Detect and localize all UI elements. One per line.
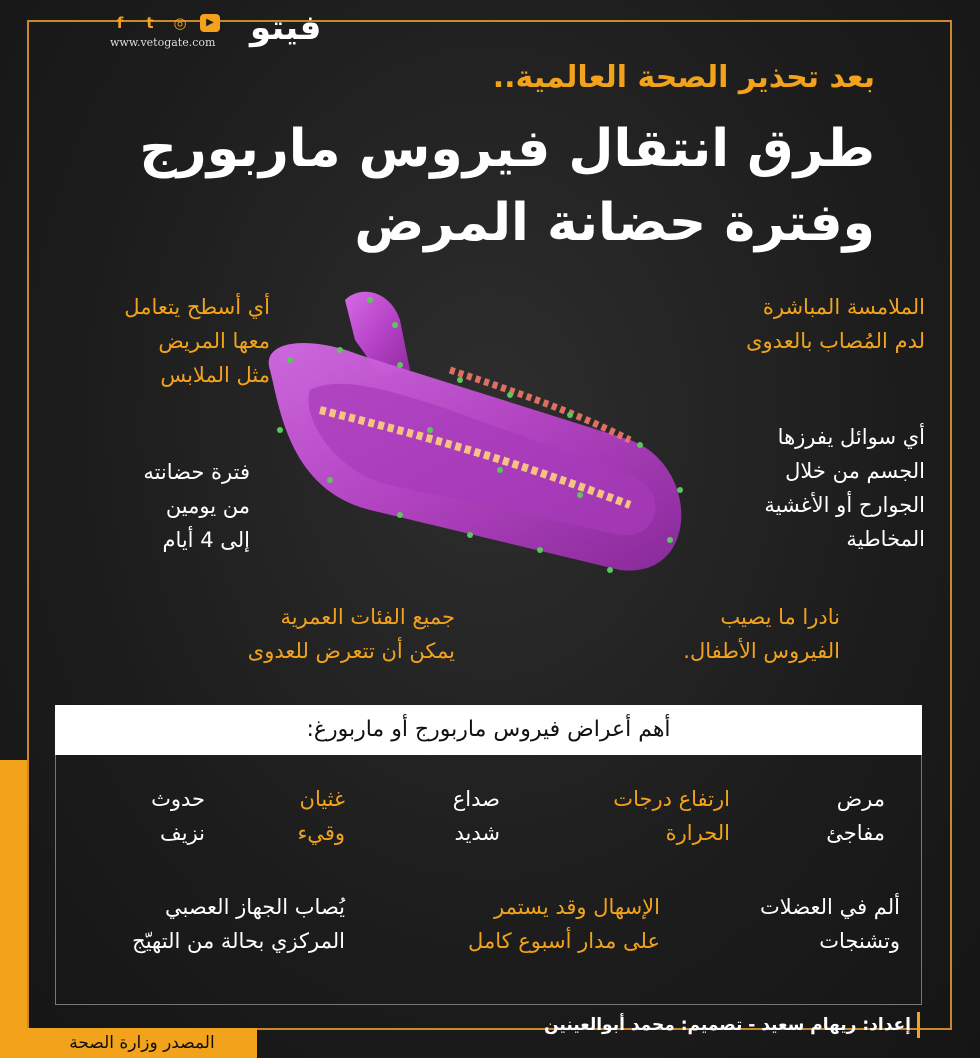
symptom-diarrhea: الإسهال وقد يستمر على مدار أسبوع كامل	[468, 895, 660, 953]
symptoms-heading: أهم أعراض فيروس ماربورج أو ماربورغ:	[55, 705, 922, 755]
symptom-bleeding: حدوث نزيف	[151, 787, 205, 845]
subtitle: بعد تحذير الصحة العالمية..	[492, 60, 875, 95]
symptom-nervous-system: يُصاب الجهاز العصبي المركزي بحالة من التهيّج	[132, 895, 345, 953]
symptom-nausea: غثيان وقيء	[297, 787, 345, 845]
logo-bar	[100, 8, 322, 50]
symptom-sudden-illness: مرض مفاجئ	[826, 787, 885, 845]
symptom-headache: صداع شديد	[452, 787, 500, 845]
accent-strip	[0, 760, 27, 1058]
credits: إعداد: ريهام سعيد - تصميم: محمد أبوالعينين	[544, 1012, 920, 1038]
page-title	[139, 112, 875, 260]
youtube-icon[interactable]: ▶	[200, 14, 220, 32]
marburg-virus-illustration	[250, 280, 710, 590]
all-ages-note: جميع الفئات العمرية يمكن أن تتعرض للعدوى	[247, 605, 455, 663]
contact-transmission: الملامسة المباشرة لدم المُصاب بالعدوى	[746, 295, 925, 353]
title-line-1: طرق انتقال فيروس ماربورج	[139, 119, 875, 179]
twitter-icon[interactable]: t	[146, 14, 154, 32]
social-icons	[110, 14, 220, 32]
brand-logo: فيتو	[250, 8, 322, 48]
source-label: المصدر وزارة الصحة	[27, 1028, 257, 1058]
title-line-2: وفترة حضانة المرض	[354, 193, 875, 253]
fluids-transmission: أي سوائل يفرزها الجسم من خلال الجوارح أو الأغشية المخاطية	[764, 425, 925, 551]
instagram-icon[interactable]: ◎	[173, 14, 187, 32]
surfaces-transmission: أي أسطح يتعامل معها المريض مثل الملابس	[124, 295, 270, 387]
children-note: نادرا ما يصيب الفيروس الأطفال.	[683, 605, 840, 663]
facebook-icon[interactable]: f	[116, 14, 124, 32]
symptom-muscle-pain: ألم في العضلات وتشنجات	[760, 895, 900, 953]
site-url[interactable]: www.vetogate.com	[110, 36, 216, 49]
symptom-fever: ارتفاع درجات الحرارة	[613, 787, 730, 845]
incubation-period: فترة حضانته من يومين إلى 4 أيام	[143, 460, 250, 552]
